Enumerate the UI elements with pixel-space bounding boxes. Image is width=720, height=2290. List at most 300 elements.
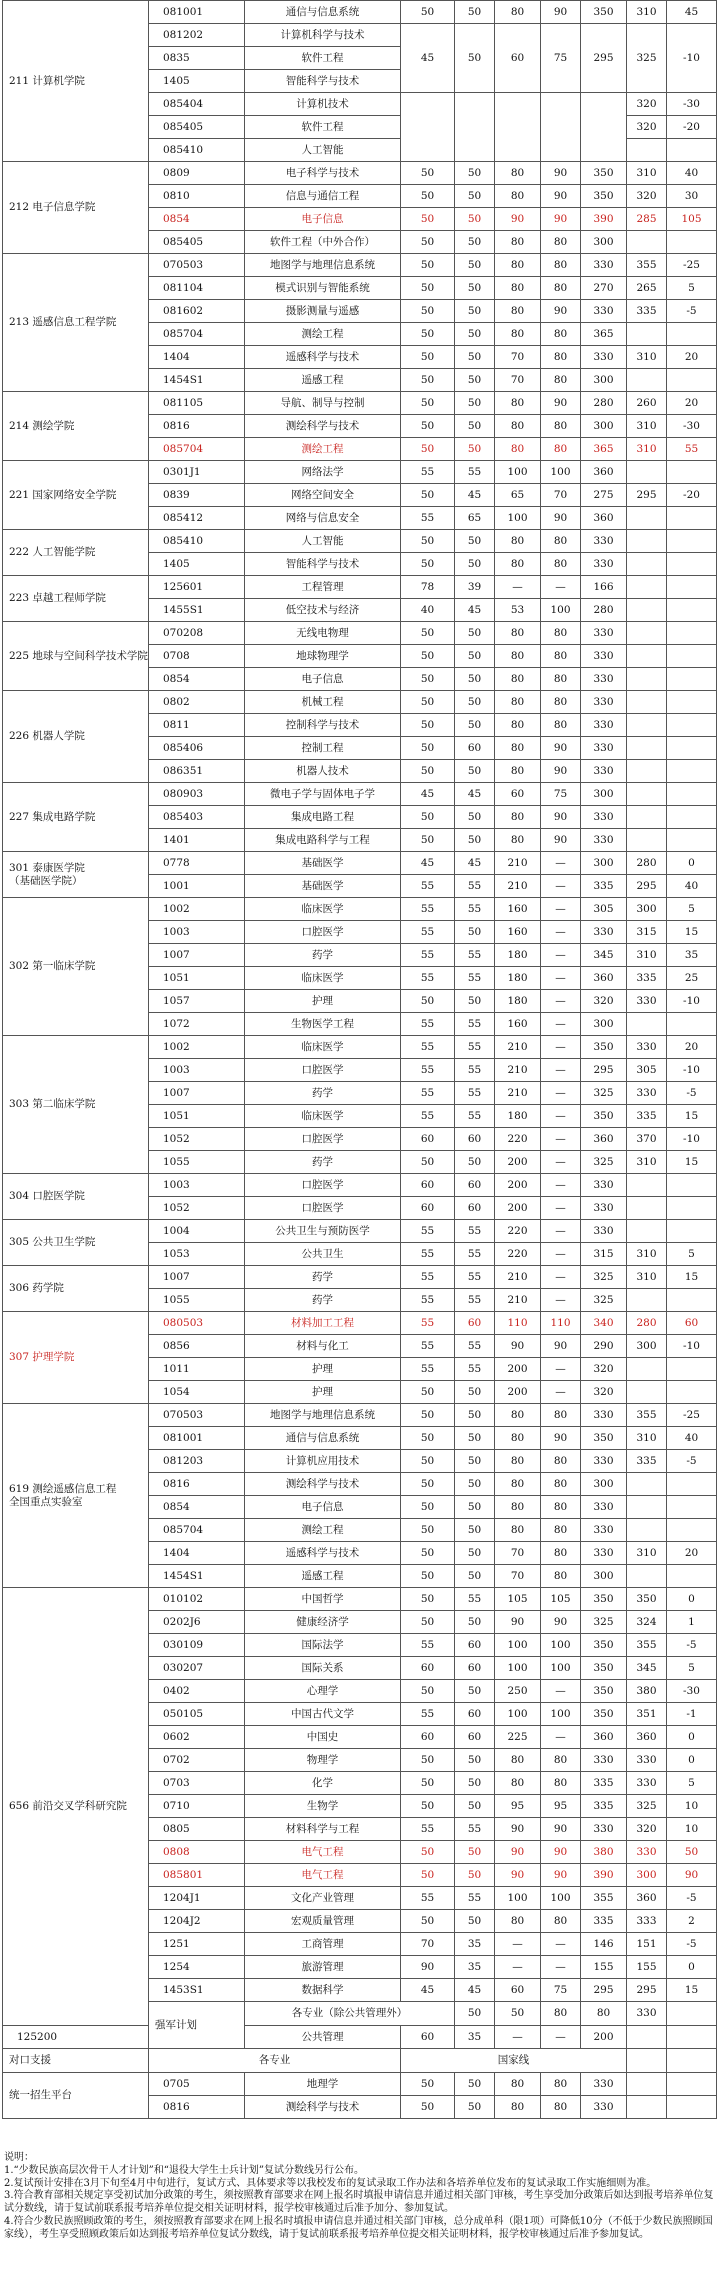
code-cell: 086351 [149,760,245,783]
code-cell: 1001 [149,875,245,898]
code-cell: 1007 [149,1082,245,1105]
language-score: 60 [455,1726,495,1749]
adjust-score [667,1473,717,1496]
politics-score: 55 [401,1243,455,1266]
net-score: 355 [627,1634,667,1657]
adjust-score: 2 [667,1910,717,1933]
subject2-score: — [541,1289,581,1312]
table-row [3,576,717,599]
politics-score: 60 [401,1726,455,1749]
adjust-score: 5 [667,1772,717,1795]
subject2-score: 110 [541,1312,581,1335]
table-row [3,852,717,875]
adjust-score: -1 [667,1703,717,1726]
subject1-score: 95 [495,1795,541,1818]
subject2-score: 90 [541,1335,581,1358]
subject1-score: 80 [495,300,541,323]
total-score: 325 [581,1151,627,1174]
subject2-score: 80 [541,553,581,576]
language-score [455,93,495,162]
subject2-score: — [541,1381,581,1404]
total-score: 330 [581,622,627,645]
politics-score: 55 [401,1105,455,1128]
net-score: 310 [627,944,667,967]
subject1-score: 80 [495,185,541,208]
college-cell: 统一招生平台 [3,2073,149,2119]
language-score: 55 [455,875,495,898]
adjust-score [667,668,717,691]
code-cell: 1051 [149,1105,245,1128]
subject1-score: 70 [495,346,541,369]
net-score: 315 [627,921,667,944]
subject2-score: 80 [541,1473,581,1496]
politics-score: 55 [401,1220,455,1243]
politics-score: 55 [401,1289,455,1312]
politics-score: 50 [401,530,455,553]
politics-score: 40 [401,599,455,622]
subject1-score: 180 [495,967,541,990]
net-score: 300 [627,1335,667,1358]
language-score: 65 [455,507,495,530]
subject1-score: 220 [495,1243,541,1266]
subject1-score: 180 [495,1105,541,1128]
subject1-score: 80 [495,622,541,645]
code-cell: 1405 [149,553,245,576]
major-cell: 药学 [245,1151,401,1174]
politics-score: 60 [401,1657,455,1680]
major-cell: 无线电物理 [245,622,401,645]
major-cell: 微电子学与固体电子学 [245,783,401,806]
subject1-score: 200 [495,1197,541,1220]
code-cell: 0702 [149,1749,245,1772]
code-cell: 1002 [149,898,245,921]
total-score: 330 [581,691,627,714]
subject1-score: 110 [495,1312,541,1335]
adjust-score: 35 [667,944,717,967]
code-cell: 1051 [149,967,245,990]
language-score: 50 [455,254,495,277]
net-score: 335 [627,1450,667,1473]
total-score: 335 [581,1772,627,1795]
subject1-score: 80 [495,530,541,553]
total-score: 335 [581,875,627,898]
total-score: 390 [581,208,627,231]
subject1-score: 100 [495,461,541,484]
language-score: 50 [455,921,495,944]
net-score [627,1473,667,1496]
politics-score: 50 [401,1795,455,1818]
adjust-score: 90 [667,1864,717,1887]
total-score: 330 [581,760,627,783]
code-cell: 030207 [149,1657,245,1680]
code-cell: 085406 [149,737,245,760]
subject1-score: 80 [495,1910,541,1933]
net-score: 330 [627,1082,667,1105]
subject1-score: 225 [495,1726,541,1749]
net-score: 310 [627,1,667,24]
language-score: 60 [455,1312,495,1335]
language-score: 50 [455,829,495,852]
major-cell: 低空技术与经济 [245,599,401,622]
subject2-score: — [541,875,581,898]
politics-score: 50 [401,1450,455,1473]
adjust-score [667,530,717,553]
subject2-score: 80 [541,1519,581,1542]
language-score: 50 [455,277,495,300]
net-score: 300 [627,898,667,921]
subject2-score: 100 [541,461,581,484]
politics-score: 55 [401,967,455,990]
college-cell: 302 第一临床学院 [3,898,149,1036]
subject2-score: 90 [541,1864,581,1887]
net-score: 330 [627,990,667,1013]
total-score: 300 [581,1565,627,1588]
code-cell: 0202J6 [149,1611,245,1634]
adjust-score: 1 [667,1611,717,1634]
subject1-score: 90 [495,1818,541,1841]
total-score: 330 [581,1197,627,1220]
code-cell: 085704 [149,438,245,461]
code-cell: 085404 [149,93,245,116]
subject2-score: 90 [541,162,581,185]
subject2-score: 90 [541,1611,581,1634]
adjust-score: -20 [667,116,717,139]
adjust-score [667,622,717,645]
subject2-score: — [541,1680,581,1703]
language-score: 45 [455,599,495,622]
language-score: 60 [455,1703,495,1726]
major-cell: 材料与化工 [245,1335,401,1358]
total-score: 350 [581,1703,627,1726]
net-score: 300 [627,1864,667,1887]
subject1-score: 80 [541,2002,581,2026]
language-score: 50 [455,1864,495,1887]
code-cell: 1011 [149,1358,245,1381]
politics-score: 50 [401,162,455,185]
code-cell: 1454S1 [149,369,245,392]
subject2-score: 80 [541,622,581,645]
language-score: 55 [455,1588,495,1611]
total-score: 330 [581,1174,627,1197]
adjust-score: 5 [667,277,717,300]
major-cell: 集成电路工程 [245,806,401,829]
major-cell: 控制科学与技术 [245,714,401,737]
code-cell: 0402 [149,1680,245,1703]
politics-score: 50 [401,1,455,24]
net-score [627,1013,667,1036]
total-score: 360 [581,507,627,530]
major-cell: 基础医学 [245,875,401,898]
major-cell: 中国哲学 [245,1588,401,1611]
language-score: 50 [455,1910,495,1933]
adjust-score: 10 [667,1795,717,1818]
code-cell: 1204J2 [149,1910,245,1933]
subject1-score: 80 [495,1404,541,1427]
code-cell: 0805 [149,1818,245,1841]
college-cell: 212 电子信息学院 [3,162,149,254]
subject2-score: 90 [541,806,581,829]
adjust-score [667,1289,717,1312]
total-score: 360 [581,967,627,990]
subject2-score: 80 [541,415,581,438]
subject1-score: 80 [495,1427,541,1450]
major-cell: 机械工程 [245,691,401,714]
code-cell: 085410 [149,139,245,162]
language-score: 50 [455,1450,495,1473]
major-cell: 护理 [245,1381,401,1404]
total-score: 300 [581,231,627,254]
total-score: 330 [581,553,627,576]
language-score: 45 [455,484,495,507]
language-score: 55 [455,1105,495,1128]
subject2-score: 90 [541,760,581,783]
subject2-score: 75 [541,1979,581,2002]
code-cell: 1453S1 [149,1979,245,2002]
subject1-score: 80 [495,2096,541,2119]
major-cell: 心理学 [245,1680,401,1703]
adjust-score [667,1197,717,1220]
total-score: 330 [581,737,627,760]
politics-score: 50 [401,392,455,415]
major-cell: 智能科学与技术 [245,70,401,93]
major-cell: 各专业（除公共管理外） [245,2002,455,2026]
total-score: 330 [581,2073,627,2096]
subject2-score: — [541,1266,581,1289]
table-body [3,1,717,2119]
politics-score: 50 [401,185,455,208]
total-score: 国家线 [401,2049,627,2073]
code-cell: 0854 [149,668,245,691]
code-cell: 0708 [149,645,245,668]
subject1-score: 80 [495,2073,541,2096]
politics-score: 50 [401,484,455,507]
subject2-score: 80 [541,231,581,254]
adjust-score [667,576,717,599]
college-cell: 对口支援 [3,2049,149,2073]
total-score: 330 [581,1818,627,1841]
subject2-score: — [541,1036,581,1059]
major-cell: 国际法学 [245,1634,401,1657]
subject2-score: 90 [541,1,581,24]
language-score: 55 [455,1082,495,1105]
subject2-score: 80 [541,1910,581,1933]
subject2-score: — [541,1243,581,1266]
code-cell: 085403 [149,806,245,829]
table-row [3,691,717,714]
code-cell: 080903 [149,783,245,806]
major-cell: 药学 [245,1289,401,1312]
college-cell: 222 人工智能学院 [3,530,149,576]
net-score: 370 [627,1128,667,1151]
table-row [3,898,717,921]
code-cell: 0808 [149,1841,245,1864]
adjust-score: 30 [667,185,717,208]
adjust-score [667,1013,717,1036]
subject1-score: 60 [495,1979,541,2002]
major-cell: 口腔医学 [245,1128,401,1151]
code-cell: 081001 [149,1,245,24]
major-cell: 护理 [245,990,401,1013]
code-cell: 080503 [149,1312,245,1335]
politics-score: 55 [401,507,455,530]
notes-title: 说明： [4,2152,34,2163]
total-score: 350 [581,185,627,208]
net-score: 310 [627,438,667,461]
net-score [627,714,667,737]
adjust-score: -10 [667,24,717,93]
subject2-score: 100 [541,1657,581,1680]
subject2-score [541,93,581,162]
net-score [627,139,667,162]
code-cell: 085801 [149,1864,245,1887]
politics-score: 50 [401,1910,455,1933]
major-cell: 人工智能 [245,139,401,162]
total-score: 330 [581,806,627,829]
adjust-score [667,553,717,576]
subject1-score: 80 [495,691,541,714]
subject2-score: 80 [541,714,581,737]
language-score: 50 [455,1496,495,1519]
code-cell: 0839 [149,484,245,507]
code-cell: 0809 [149,162,245,185]
table-row [3,1588,717,1611]
major-cell: 地理学 [245,2073,401,2096]
total-score: 330 [581,300,627,323]
language-score: 50 [455,346,495,369]
subject1-score: 60 [495,24,541,93]
language-score: 55 [455,1243,495,1266]
code-cell: 081203 [149,1450,245,1473]
subject2-score: 100 [541,1703,581,1726]
language-score: 50 [455,1473,495,1496]
politics-score: 50 [401,1680,455,1703]
major-cell: 模式识别与智能系统 [245,277,401,300]
adjust-score [667,1358,717,1381]
major-cell: 人工智能 [245,530,401,553]
total-score: 300 [581,1473,627,1496]
subject2-score: — [541,1358,581,1381]
code-cell: 1007 [149,1266,245,1289]
subject2-score: — [541,990,581,1013]
code-cell: 1455S1 [149,599,245,622]
subject2-score: 80 [541,691,581,714]
language-score: 35 [455,1956,495,1979]
net-score: 324 [627,1611,667,1634]
subject2-score: — [541,2026,581,2049]
language-score: 50 [455,760,495,783]
table-row [3,1266,717,1289]
language-score: 50 [455,990,495,1013]
subject2-score: 80 [541,1772,581,1795]
major-cell: 电子科学与技术 [245,162,401,185]
net-score: 335 [627,1105,667,1128]
college-cell: 305 公共卫生学院 [3,1220,149,1266]
major-cell: 网络法学 [245,461,401,484]
total-score: 330 [581,254,627,277]
language-score: 50 [455,714,495,737]
politics-score: 50 [401,1749,455,1772]
college-cell: 226 机器人学院 [3,691,149,783]
major-cell: 摄影测量与遥感 [245,300,401,323]
adjust-score [667,2026,717,2049]
code-cell: 085410 [149,530,245,553]
politics-score: 55 [401,875,455,898]
total-score: 355 [581,1887,627,1910]
adjust-score: -25 [667,254,717,277]
adjust-score: 0 [667,1749,717,1772]
subject2-score: — [541,1105,581,1128]
code-cell: 070208 [149,622,245,645]
net-score: 335 [627,967,667,990]
subject2-score: — [541,1013,581,1036]
table-row [3,2073,717,2096]
code-cell: 1054 [149,1381,245,1404]
major-cell: 网络空间安全 [245,484,401,507]
adjust-score: 0 [667,1956,717,1979]
politics-score: 50 [401,300,455,323]
language-score: 50 [455,553,495,576]
major-cell: 数据科学 [245,1979,401,2002]
politics-score: 55 [401,1634,455,1657]
college-cell: 221 国家网络安全学院 [3,461,149,530]
total-score: 330 [581,1542,627,1565]
net-score: 310 [627,1151,667,1174]
language-score: 50 [455,1151,495,1174]
net-score: 330 [627,1036,667,1059]
adjust-score [667,369,717,392]
politics-score: 50 [401,668,455,691]
language-score: 60 [455,1657,495,1680]
code-cell: 081104 [149,277,245,300]
code-cell: 081602 [149,300,245,323]
subject1-score: 200 [495,1358,541,1381]
subject1-score: 220 [495,1220,541,1243]
total-score: 350 [581,1036,627,1059]
subject1-score: 200 [495,1174,541,1197]
language-score: 55 [455,1220,495,1243]
adjust-score: -30 [667,93,717,116]
major-cell: 地图学与地理信息系统 [245,1404,401,1427]
politics-score: 50 [401,208,455,231]
major-cell: 基础医学 [245,852,401,875]
adjust-score: 15 [667,1266,717,1289]
major-cell: 临床医学 [245,898,401,921]
adjust-score [667,507,717,530]
politics-score: 55 [401,1266,455,1289]
net-score: 351 [627,1703,667,1726]
subject2-score: 80 [541,1749,581,1772]
major-cell: 计算机科学与技术 [245,24,401,47]
major-cell: 宏观质量管理 [245,1910,401,1933]
major-cell: 软件工程（中外合作） [245,231,401,254]
language-score: 55 [455,1036,495,1059]
adjust-score: 10 [667,1818,717,1841]
code-cell: 085704 [149,1519,245,1542]
subject2-score: 100 [541,599,581,622]
total-score: 350 [581,162,627,185]
code-cell: 0602 [149,1726,245,1749]
major-cell: 电子信息 [245,668,401,691]
table-row [3,2049,717,2073]
subject1-score: 210 [495,875,541,898]
subject2-score: 100 [541,1634,581,1657]
total-score: 330 [581,829,627,852]
total-score: 330 [581,530,627,553]
net-score: 295 [627,1979,667,2002]
subject1-score: 80 [495,1519,541,1542]
subject2-score: 105 [541,1588,581,1611]
major-cell: 测绘科学与技术 [245,1473,401,1496]
